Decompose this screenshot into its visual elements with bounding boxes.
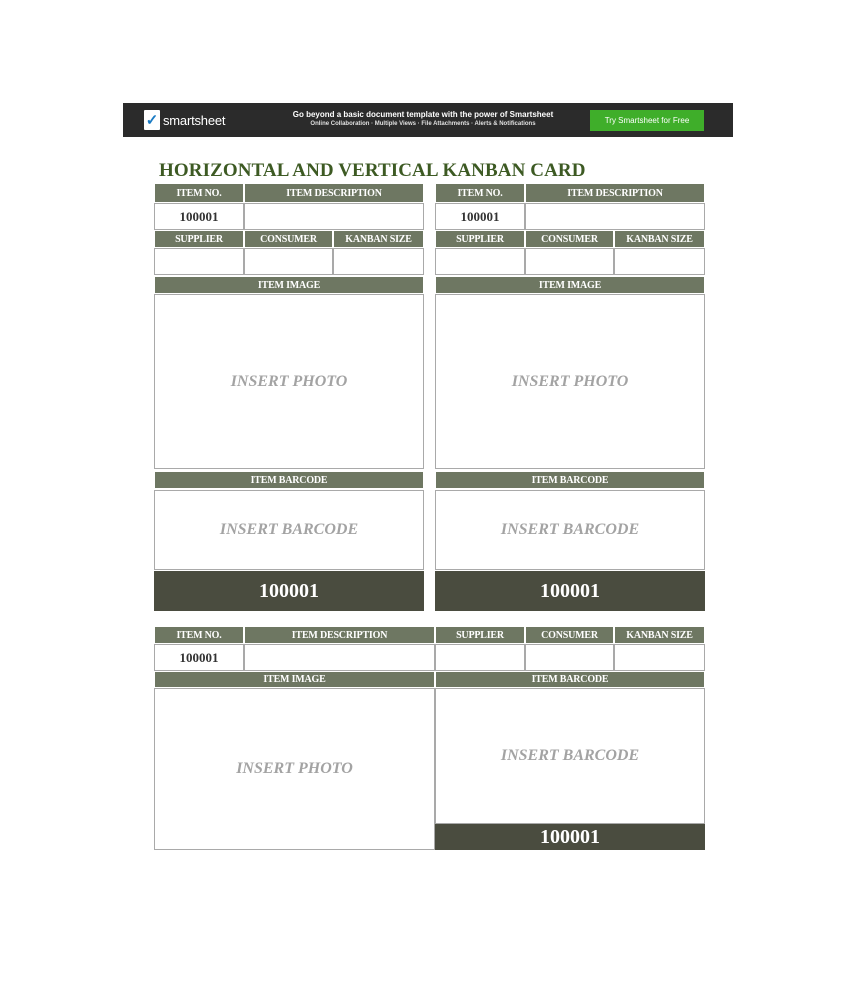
barcode-placeholder[interactable]: INSERT BARCODE	[435, 490, 705, 570]
promo-features: Online Collaboration · Multiple Views · File Attachments · Alerts & Notifications	[310, 121, 536, 127]
item-description-field[interactable]	[244, 644, 435, 671]
card-number-footer: 100001	[154, 571, 424, 611]
card-number-footer: 100001	[435, 571, 705, 611]
kanban-size-header: KANBAN SIZE	[333, 230, 424, 248]
supplier-field[interactable]	[435, 248, 525, 275]
supplier-header: SUPPLIER	[435, 230, 525, 248]
kanban-size-field[interactable]	[614, 644, 705, 671]
kanban-size-header: KANBAN SIZE	[614, 626, 705, 644]
consumer-header: CONSUMER	[525, 626, 614, 644]
kanban-size-header: KANBAN SIZE	[614, 230, 705, 248]
item-no-header: ITEM NO.	[154, 626, 244, 644]
item-no-header: ITEM NO.	[435, 183, 525, 203]
card-number-footer: 100001	[435, 824, 705, 850]
promo-text	[273, 109, 573, 129]
brand-name: smartsheet	[163, 112, 226, 128]
supplier-header: SUPPLIER	[435, 626, 525, 644]
kanban-size-field[interactable]	[614, 248, 705, 275]
barcode-placeholder[interactable]: INSERT BARCODE	[435, 688, 705, 824]
try-smartsheet-button[interactable]: Try Smartsheet for Free	[590, 110, 704, 131]
consumer-field[interactable]	[525, 248, 614, 275]
consumer-header: CONSUMER	[525, 230, 614, 248]
item-description-field[interactable]	[525, 203, 705, 230]
photo-placeholder[interactable]: INSERT PHOTO	[154, 294, 424, 469]
item-description-field[interactable]	[244, 203, 424, 230]
item-no-field[interactable]: 100001	[435, 203, 525, 230]
smartsheet-logo[interactable]	[144, 110, 225, 130]
consumer-field[interactable]	[244, 248, 333, 275]
supplier-field[interactable]	[435, 644, 525, 671]
photo-placeholder[interactable]: INSERT PHOTO	[435, 294, 705, 469]
item-description-header: ITEM DESCRIPTION	[244, 183, 424, 203]
supplier-field[interactable]	[154, 248, 244, 275]
consumer-field[interactable]	[525, 644, 614, 671]
promo-headline: Go beyond a basic document template with the power of Smartsheet	[292, 110, 554, 119]
item-image-header: ITEM IMAGE	[435, 276, 705, 294]
item-image-header: ITEM IMAGE	[154, 671, 435, 688]
kanban-size-field[interactable]	[333, 248, 424, 275]
page-title: HORIZONTAL AND VERTICAL KANBAN CARD	[159, 160, 586, 181]
consumer-header: CONSUMER	[244, 230, 333, 248]
item-no-field[interactable]: 100001	[154, 644, 244, 671]
checkmark-icon: ✓	[145, 112, 159, 129]
item-barcode-header: ITEM BARCODE	[154, 471, 424, 489]
item-image-header: ITEM IMAGE	[154, 276, 424, 294]
smartsheet-banner	[123, 103, 733, 137]
photo-placeholder[interactable]: INSERT PHOTO	[154, 688, 435, 850]
item-description-header: ITEM DESCRIPTION	[525, 183, 705, 203]
supplier-header: SUPPLIER	[154, 230, 244, 248]
item-barcode-header: ITEM BARCODE	[435, 471, 705, 489]
item-description-header: ITEM DESCRIPTION	[244, 626, 435, 644]
item-no-field[interactable]: 100001	[154, 203, 244, 230]
item-barcode-header: ITEM BARCODE	[435, 671, 705, 688]
item-no-header: ITEM NO.	[154, 183, 244, 203]
barcode-placeholder[interactable]: INSERT BARCODE	[154, 490, 424, 570]
